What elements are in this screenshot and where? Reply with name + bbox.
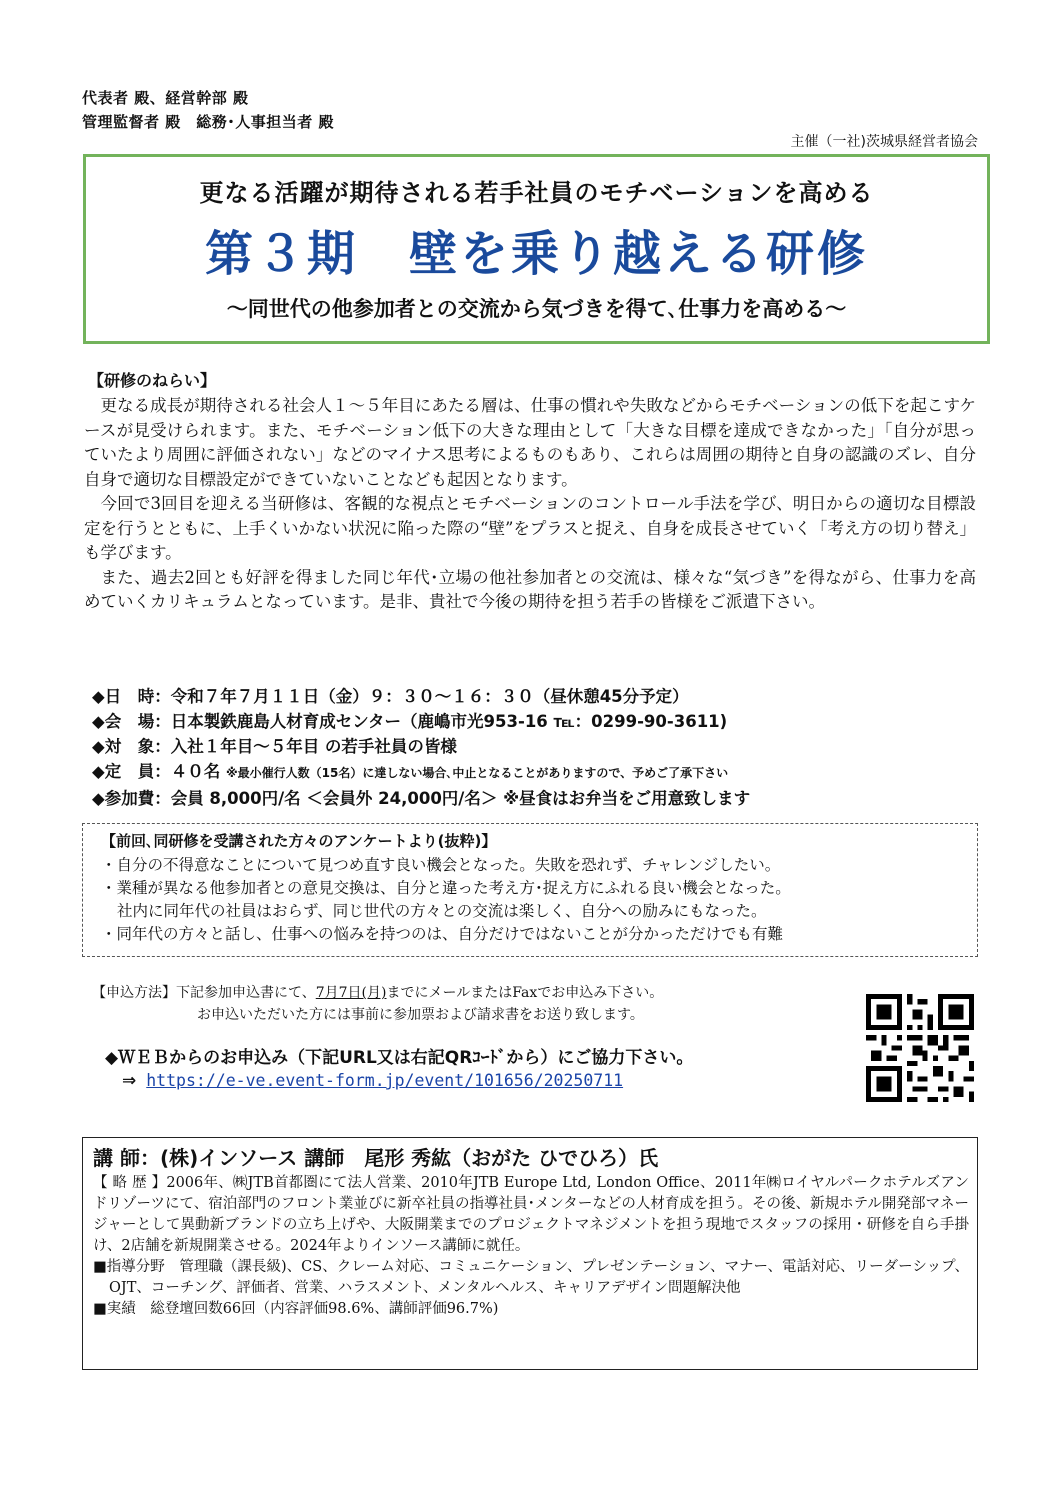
lecturer-record: ■実績 総登壇回数66回（内容評価98.6%、講師評価96.7%)	[93, 1301, 499, 1317]
subtitle: ～同世代の他参加者との交流から気づきを得て､仕事力を高める～	[226, 297, 847, 321]
aim-paragraph-3: また、過去2回とも好評を得ました同じ年代･立場の他社参加者との交流は、様々な“気づき”を得ながら、仕事力を高めていくカリキュラムとなっています。是非、貴社で今後の期待を担う若手の皆様をご派遣下さい。	[84, 567, 976, 611]
survey-item: ・同年代の方々と話し、仕事への悩みを持つのは、自分だけではないことが分かっただけでも有難	[101, 925, 784, 943]
survey-item: ・業種が異なる他参加者との意見交換は、自分と違った考え方･捉え方にふれる良い機会となった。	[101, 879, 791, 897]
title-line-1: 更なる活躍が期待される若手社員のモチベーションを高める	[199, 179, 874, 207]
capacity-value: ◆定 員：４０名	[92, 762, 221, 781]
apply-text: までにメールまたはFaxでお申込み下さい。	[386, 985, 664, 1001]
main-title: 第３期 壁を乗り越える研修	[204, 226, 868, 282]
lecturer-name: 講 師：(株)インソース 講師 尾形 秀紘（おがた ひでひろ）氏	[93, 1146, 659, 1170]
qr-code-icon[interactable]	[866, 994, 974, 1102]
addressee-line-2: 管理監督者 殿 総務･人事担当者 殿	[82, 113, 334, 131]
url-line	[122, 1071, 623, 1091]
apply-text: 下記参加申込書にて、	[176, 985, 316, 1001]
lecturer-body	[93, 1173, 969, 1320]
apply-label: 【申込方法】	[92, 985, 176, 1001]
aim-paragraph-2: 今回で3回目を迎える当研修は、客観的な視点とモチベーションのコントロール手法を学び、明日からの適切な目標設定を行うとともに、上手くいかない状況に陥った際の“壁”をプラスと捉え、自身を成長させていく「考え方の切り替え」も学びます。	[84, 494, 976, 562]
lecturer-fields: ■指導分野 管理職（課長級)、CS、クレーム対応、コミュニケーション、プレゼンテーション、マナー、電話対応、リーダーシップ、OJT、コーチング、評価者、営業、ハラスメント、メンタルヘルス、キャリアデザイン問題解決他	[93, 1259, 969, 1296]
apply-method	[92, 982, 663, 1026]
title-box	[83, 154, 990, 344]
web-apply-heading: ◆ＷＥＢからのお申込み（下記URL又は右記QRｺｰﾄﾞから）にご協力下さい。	[105, 1048, 694, 1068]
apply-url-link[interactable]: https://e-ve.event-form.jp/event/101656/20250711	[146, 1071, 624, 1090]
aim-paragraph-1: 更なる成長が期待される社会人１～５年目にあたる層は、仕事の慣れや失敗などからモチベーションの低下を起こすケースが見受けられます。また、モチベーション低下の大きな理由として「大きな目標を達成できなかった」「自分が思っていたより周囲に評価されない」などのマイナス思考によるものもあり、これらは周囲の期待と自身の認識のズレ、自分自身で適切な目標設定ができていないことなども起因となります。	[84, 396, 976, 489]
survey-item-continued: 社内に同年代の社員はおらず、同じ世代の方々との交流は楽しく、自分への励みにもなった。	[117, 902, 767, 920]
detail-date: ◆日 時：令和７年７月１１日（金）９：３０～１６：３０（昼休憩45分予定）	[92, 687, 689, 706]
survey-heading: 【前回､同研修を受講された方々のアンケートより(抜粋)】	[101, 832, 497, 850]
lecturer-box	[82, 1137, 978, 1370]
detail-venue: ◆会 場：日本製鉄鹿島人材育成センター（鹿嶋市光953-16 ℡：0299-90-3611)	[92, 712, 728, 731]
detail-fee: ◆参加費：会員 8,000円/名 ＜会員外 24,000円/名＞ ※昼食はお弁当をご用意致します	[92, 789, 751, 808]
addressee-line-1: 代表者 殿、経営幹部 殿	[82, 89, 249, 107]
apply-line-1	[92, 982, 663, 1004]
detail-target: ◆対 象：入社１年目～５年目 の若手社員の皆様	[92, 737, 457, 756]
apply-deadline: 7月7日(月)	[315, 985, 387, 1001]
apply-line-2: お申込いただいた方には事前に参加票および請求書をお送り致します。	[197, 1007, 644, 1023]
survey-box	[82, 823, 978, 957]
capacity-note: ※最小催行人数（15名）に達しない場合､中止となることがありますので、予めご了承下さい	[225, 766, 729, 780]
details-list	[92, 684, 992, 811]
aim-body	[84, 394, 976, 615]
arrow-icon: ⇒	[122, 1071, 137, 1091]
detail-capacity	[92, 759, 992, 786]
aim-heading: 【研修のねらい】	[88, 371, 217, 390]
organizer: 主催（一社)茨城県経営者協会	[790, 134, 978, 150]
lecturer-bio: 【 略 歴 】2006年、㈱JTB首都圏にて法人営業、2010年JTB Europe Ltd, London Office、2011年㈱ロイヤルパークホテルズアンドリゾーツにて、宿泊部門のフロント業並びに新卒社員の指導社員･メンターなどの人材育成を担う。その後、新規ホテル開発部マネージャーとして異動新ブランドの立ち上げや、大阪開業までのプロジェクトマネジメントを担う現地でスタッフの採用・研修を自ら手掛け、2店舗を新規開業させる。2024年よりインソース講師に就任。	[93, 1175, 969, 1254]
survey-item: ・自分の不得意なことについて見つめ直す良い機会となった。失敗を恐れず、チャレンジしたい。	[101, 856, 781, 874]
